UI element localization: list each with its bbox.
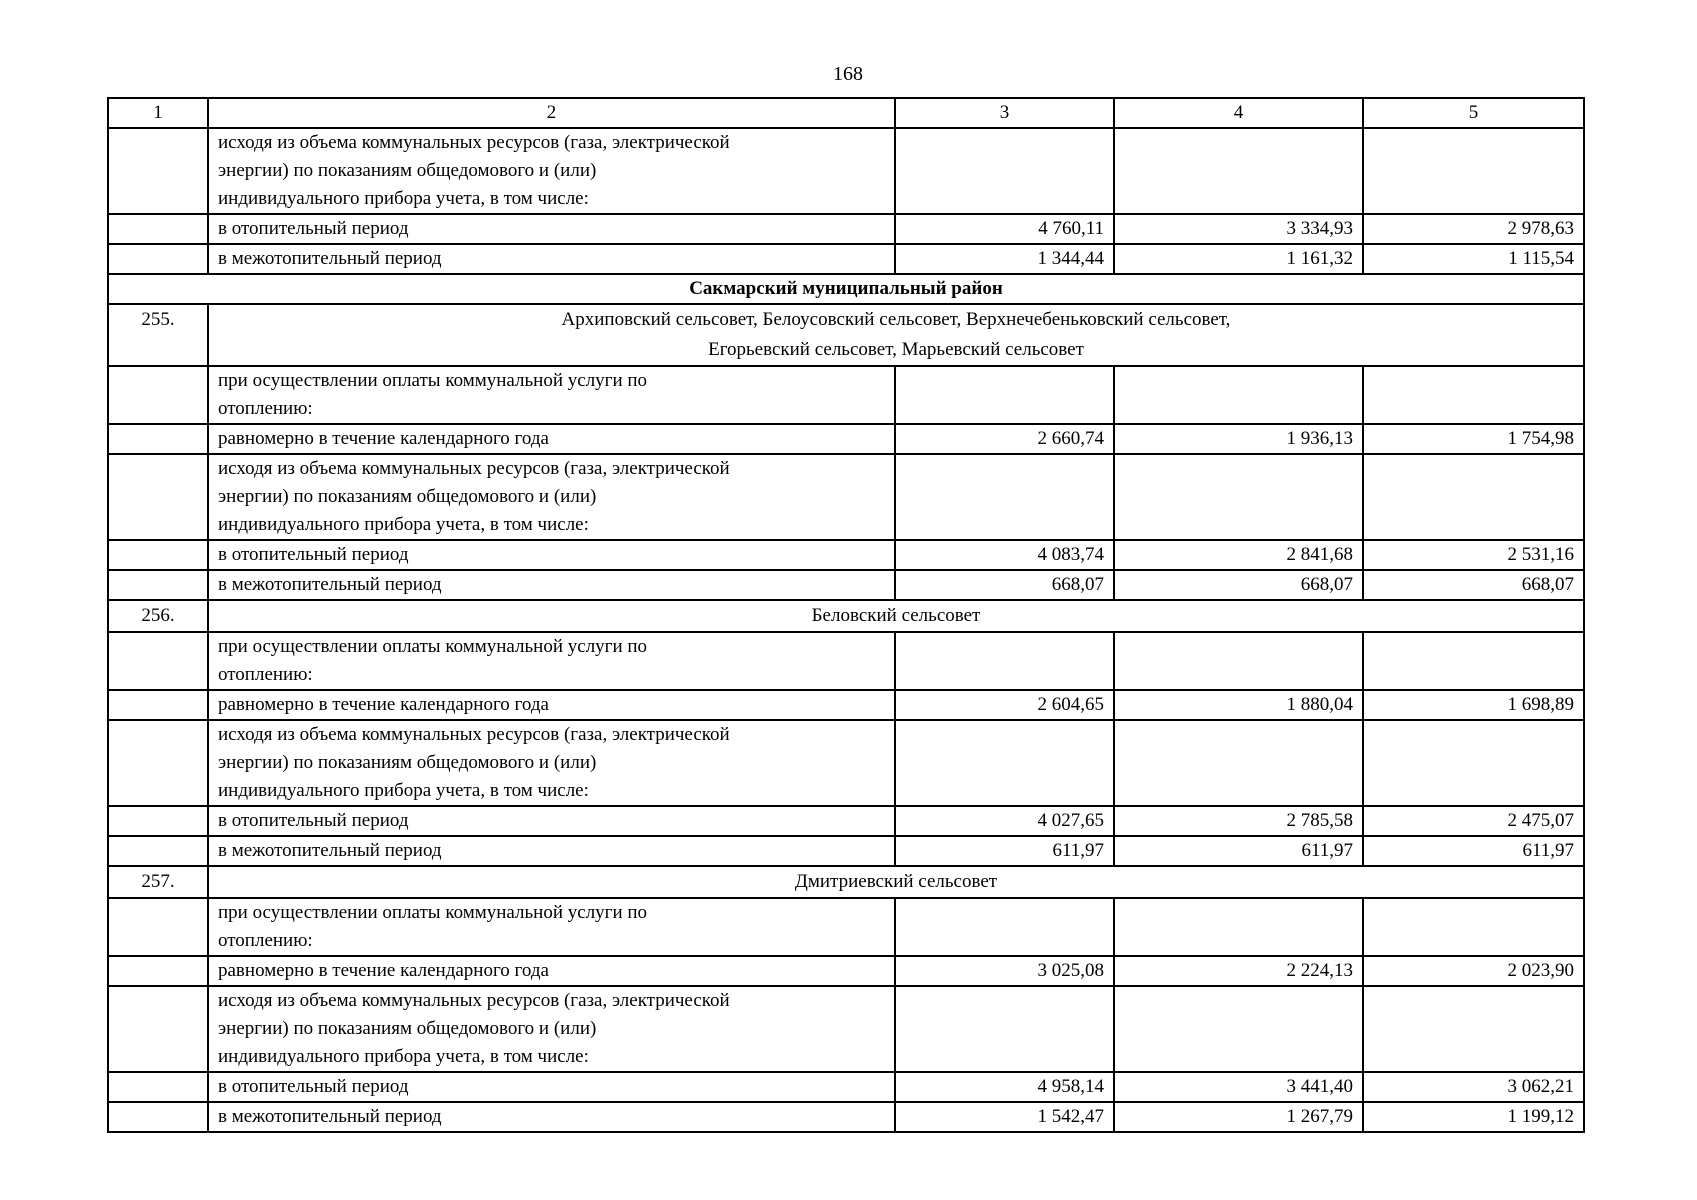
area-name-line: Дмитриевский сельсовет: [794, 871, 998, 892]
value-cell: [1363, 898, 1584, 956]
row-number-cell: [108, 454, 208, 540]
value-cell: 668,07: [1363, 570, 1584, 600]
value-cell: [1114, 366, 1363, 424]
row-number-cell: [108, 690, 208, 720]
description-cell: в отопительный период: [208, 540, 895, 570]
area-name-line: Егорьевский сельсовет, Марьевский сельсовет: [708, 339, 1084, 360]
value-cell: 2 785,58: [1114, 806, 1363, 836]
row-number-cell: [108, 806, 208, 836]
table-row: [108, 1102, 1584, 1132]
row-number-cell: [108, 366, 208, 424]
value-cell: 1 199,12: [1363, 1102, 1584, 1132]
row-number-cell: [108, 570, 208, 600]
value-cell: 3 334,93: [1114, 214, 1363, 244]
description-cell: [208, 986, 895, 1072]
description-cell: в отопительный период: [208, 806, 895, 836]
row-number-cell: [108, 1102, 208, 1132]
row-number-cell: [108, 244, 208, 274]
value-cell: [895, 454, 1114, 540]
table-row: [108, 424, 1584, 454]
description-line: исходя из объема коммунальных ресурсов (газа, электрической: [218, 132, 730, 153]
area-row: [108, 304, 1584, 366]
column-header-cell: 1: [108, 98, 208, 128]
row-number-cell: 256.: [108, 600, 208, 632]
value-cell: 2 531,16: [1363, 540, 1584, 570]
value-cell: 1 161,32: [1114, 244, 1363, 274]
description-line: энергии) по показаниям общедомового и (или): [218, 752, 597, 773]
column-header-cell: 3: [895, 98, 1114, 128]
description-cell: равномерно в течение календарного года: [208, 690, 895, 720]
value-cell: [895, 986, 1114, 1072]
value-cell: 1 344,44: [895, 244, 1114, 274]
description-cell: [208, 898, 895, 956]
table-row: [108, 632, 1584, 690]
table-row: [108, 806, 1584, 836]
value-cell: [1114, 986, 1363, 1072]
description-cell: в межотопительный период: [208, 1102, 895, 1132]
table-row: [108, 898, 1584, 956]
value-cell: [1363, 632, 1584, 690]
description-line: исходя из объема коммунальных ресурсов (газа, электрической: [218, 724, 730, 745]
value-cell: [1363, 986, 1584, 1072]
description-cell: в межотопительный период: [208, 836, 895, 866]
area-name-line: Архиповский сельсовет, Белоусовский сельсовет, Верхнечебеньковский сельсовет,: [561, 309, 1231, 330]
description-line: индивидуального прибора учета, в том числе:: [218, 188, 589, 209]
value-cell: 1 115,54: [1363, 244, 1584, 274]
description-cell: [208, 454, 895, 540]
value-cell: 2 023,90: [1363, 956, 1584, 986]
area-row: [108, 866, 1584, 898]
description-cell: в отопительный период: [208, 214, 895, 244]
value-cell: [1363, 454, 1584, 540]
row-number-cell: [108, 986, 208, 1072]
description-line: отоплению:: [218, 930, 313, 951]
description-line: индивидуального прибора учета, в том числе:: [218, 780, 589, 801]
value-cell: 1 936,13: [1114, 424, 1363, 454]
value-cell: 1 880,04: [1114, 690, 1363, 720]
tariff-table: [107, 97, 1585, 1133]
row-number-cell: [108, 424, 208, 454]
value-cell: 2 604,65: [895, 690, 1114, 720]
description-line: энергии) по показаниям общедомового и (или): [218, 486, 597, 507]
description-line: при осуществлении оплаты коммунальной услуги по: [218, 636, 648, 657]
row-number-cell: [108, 1072, 208, 1102]
table-row: [108, 128, 1584, 214]
row-number-cell: [108, 214, 208, 244]
area-name-cell: [208, 600, 1584, 632]
value-cell: 668,07: [1114, 570, 1363, 600]
value-cell: [895, 898, 1114, 956]
area-row: [108, 600, 1584, 632]
row-number-cell: 257.: [108, 866, 208, 898]
value-cell: 611,97: [895, 836, 1114, 866]
section-header-cell: Сакмарский муниципальный район: [108, 274, 1584, 304]
page-number: 168: [833, 63, 863, 85]
value-cell: 611,97: [1363, 836, 1584, 866]
value-cell: 4 083,74: [895, 540, 1114, 570]
row-number-cell: [108, 898, 208, 956]
row-number-cell: [108, 720, 208, 806]
value-cell: 2 475,07: [1363, 806, 1584, 836]
description-line: индивидуального прибора учета, в том числе:: [218, 514, 589, 535]
value-cell: [1114, 454, 1363, 540]
description-line: энергии) по показаниям общедомового и (или): [218, 1018, 597, 1039]
row-number-cell: [108, 128, 208, 214]
column-header-cell: 5: [1363, 98, 1584, 128]
value-cell: [1114, 128, 1363, 214]
value-cell: [895, 128, 1114, 214]
row-number-cell: 255.: [108, 304, 208, 366]
table-row: [108, 244, 1584, 274]
value-cell: [1363, 720, 1584, 806]
value-cell: [1363, 366, 1584, 424]
description-line: энергии) по показаниям общедомового и (или): [218, 160, 597, 181]
description-cell: [208, 366, 895, 424]
table-row: [108, 366, 1584, 424]
value-cell: 3 441,40: [1114, 1072, 1363, 1102]
row-number-cell: [108, 956, 208, 986]
description-line: при осуществлении оплаты коммунальной услуги по: [218, 370, 648, 391]
table-row: [108, 214, 1584, 244]
value-cell: 668,07: [895, 570, 1114, 600]
value-cell: [1114, 632, 1363, 690]
value-cell: 3 025,08: [895, 956, 1114, 986]
value-cell: 2 660,74: [895, 424, 1114, 454]
value-cell: [895, 720, 1114, 806]
row-number-cell: [108, 836, 208, 866]
table-row: [108, 956, 1584, 986]
value-cell: 2 224,13: [1114, 956, 1363, 986]
value-cell: [895, 632, 1114, 690]
value-cell: 611,97: [1114, 836, 1363, 866]
value-cell: 4 760,11: [895, 214, 1114, 244]
table-row: [108, 1072, 1584, 1102]
value-cell: [1114, 720, 1363, 806]
description-cell: в межотопительный период: [208, 244, 895, 274]
table-row: [108, 690, 1584, 720]
description-cell: равномерно в течение календарного года: [208, 424, 895, 454]
value-cell: 1 698,89: [1363, 690, 1584, 720]
table-row: [108, 720, 1584, 806]
description-cell: в межотопительный период: [208, 570, 895, 600]
value-cell: 4 958,14: [895, 1072, 1114, 1102]
table-row: [108, 570, 1584, 600]
value-cell: [1114, 898, 1363, 956]
value-cell: 4 027,65: [895, 806, 1114, 836]
value-cell: 1 542,47: [895, 1102, 1114, 1132]
area-name-line: Беловский сельсовет: [811, 605, 981, 626]
description-line: исходя из объема коммунальных ресурсов (газа, электрической: [218, 990, 730, 1011]
value-cell: 1 754,98: [1363, 424, 1584, 454]
value-cell: 2 841,68: [1114, 540, 1363, 570]
area-name-cell: [208, 304, 1584, 366]
description-line: отоплению:: [218, 664, 313, 685]
area-name-cell: [208, 866, 1584, 898]
description-line: исходя из объема коммунальных ресурсов (газа, электрической: [218, 458, 730, 479]
value-cell: 3 062,21: [1363, 1072, 1584, 1102]
value-cell: [1363, 128, 1584, 214]
description-cell: [208, 720, 895, 806]
table-row: [108, 836, 1584, 866]
description-cell: [208, 128, 895, 214]
table-row: [108, 540, 1584, 570]
description-line: отоплению:: [218, 398, 313, 419]
description-cell: [208, 632, 895, 690]
section-header-row: [108, 274, 1584, 304]
description-cell: равномерно в течение календарного года: [208, 956, 895, 986]
table-row: [108, 454, 1584, 540]
table-row: [108, 986, 1584, 1072]
value-cell: 2 978,63: [1363, 214, 1584, 244]
row-number-cell: [108, 540, 208, 570]
column-header-row: [108, 98, 1584, 128]
description-line: индивидуального прибора учета, в том числе:: [218, 1046, 589, 1067]
column-header-cell: 4: [1114, 98, 1363, 128]
description-cell: в отопительный период: [208, 1072, 895, 1102]
description-line: при осуществлении оплаты коммунальной услуги по: [218, 902, 648, 923]
value-cell: [895, 366, 1114, 424]
value-cell: 1 267,79: [1114, 1102, 1363, 1132]
column-header-cell: 2: [208, 98, 895, 128]
row-number-cell: [108, 632, 208, 690]
